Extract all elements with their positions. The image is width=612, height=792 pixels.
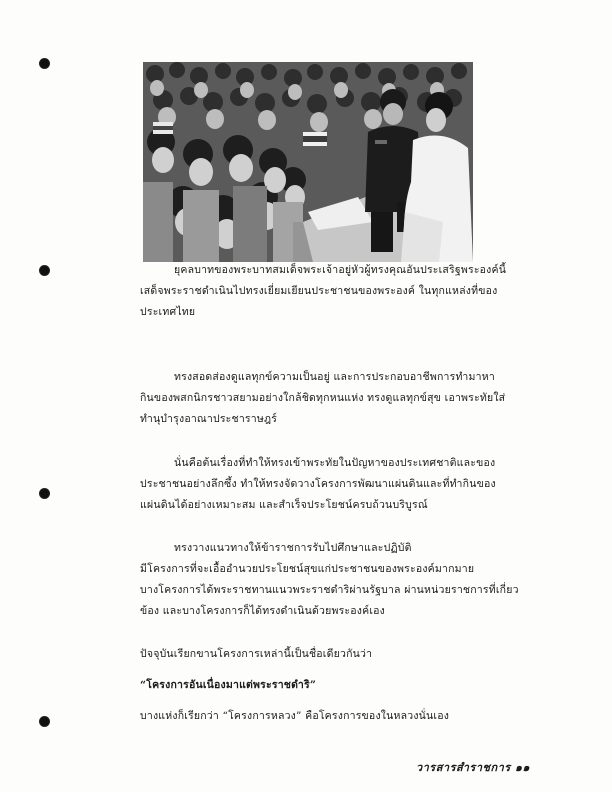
- text-line: ทำนุบำรุงอาณาประชาราษฎร์: [140, 413, 278, 425]
- text-line: นั่นคือต้นเรื่องที่ทำให้ทรงเข้าพระทัยในปัญหาของประเทศชาติและของ: [174, 457, 496, 469]
- text-line: บางแห่งก็เรียกว่า “โครงการหลวง” คือโครงการของในหลวงนั่นเอง: [140, 710, 450, 722]
- text-line: ทรงวางแนวทางให้ข้าราชการรับไปศึกษาและปฏิบัติ: [174, 542, 412, 554]
- text-line: กินของพสกนิกรชาวสยามอย่างใกล้ชิดทุกหนแห่ง ทรงดูแลทุกข์สุข เอาพระทัยใส่: [140, 392, 506, 404]
- paragraph: [140, 538, 519, 622]
- paragraph: [140, 706, 480, 727]
- punch-hole: [40, 59, 49, 68]
- text-line: บางโครงการได้พระราชทานแนวพระราชดำริผ่านรัฐบาล ผ่านหน่วยราชการที่เกี่ยว: [140, 584, 519, 596]
- photo-crowd-visit: [143, 62, 473, 262]
- text-line: ยุคลบาทของพระบาทสมเด็จพระเจ้าอยู่หัวผู้ทรงคุณอันประเสริฐพระองค์นี้: [174, 264, 507, 276]
- paragraph: [140, 367, 506, 430]
- paragraph: [140, 644, 480, 665]
- photo-icon: [143, 62, 473, 262]
- punch-hole: [40, 266, 49, 275]
- punch-hole: [40, 717, 49, 726]
- text-line: แผ่นดินได้อย่างเหมาะสม และสำเร็จประโยชน์ครบถ้วนบริบูรณ์: [140, 499, 428, 511]
- text-line: เสด็จพระราชดำเนินไปทรงเยี่ยมเยียนประชาชนของพระองค์ ในทุกแหล่งที่ของ: [140, 285, 498, 297]
- text-line: “โครงการอันเนื่องมาแต่พระราชดำริ”: [140, 679, 317, 691]
- text-line: ประเทศไทย: [140, 306, 196, 318]
- text-line: มีโครงการที่จะเอื้ออำนวยประโยชน์สุขแก่ประชาชนของพระองค์มากมาย: [140, 563, 475, 575]
- text-line: ปัจจุบันเรียกขานโครงการเหล่านี้เป็นชื่อเดียวกันว่า: [140, 648, 373, 660]
- punch-hole: [40, 489, 49, 498]
- paragraph: [140, 453, 496, 516]
- page-footer: วารสารสำราชการ ๑๑: [415, 761, 530, 774]
- text-line: ข้อง และบางโครงการก็ได้ทรงดำเนินด้วยพระองค์เอง: [140, 605, 385, 617]
- quoted-title: [140, 675, 480, 696]
- paragraph: [140, 260, 507, 323]
- text-line: ทรงสอดส่องดูแลทุกข์ความเป็นอยู่ และการประกอบอาชีพการทำมาหา: [174, 371, 495, 383]
- text-line: ประชาชนอย่างลึกซึ้ง ทำให้ทรงจัดวางโครงการพัฒนาแผ่นดินและที่ทำกินของ: [140, 478, 496, 490]
